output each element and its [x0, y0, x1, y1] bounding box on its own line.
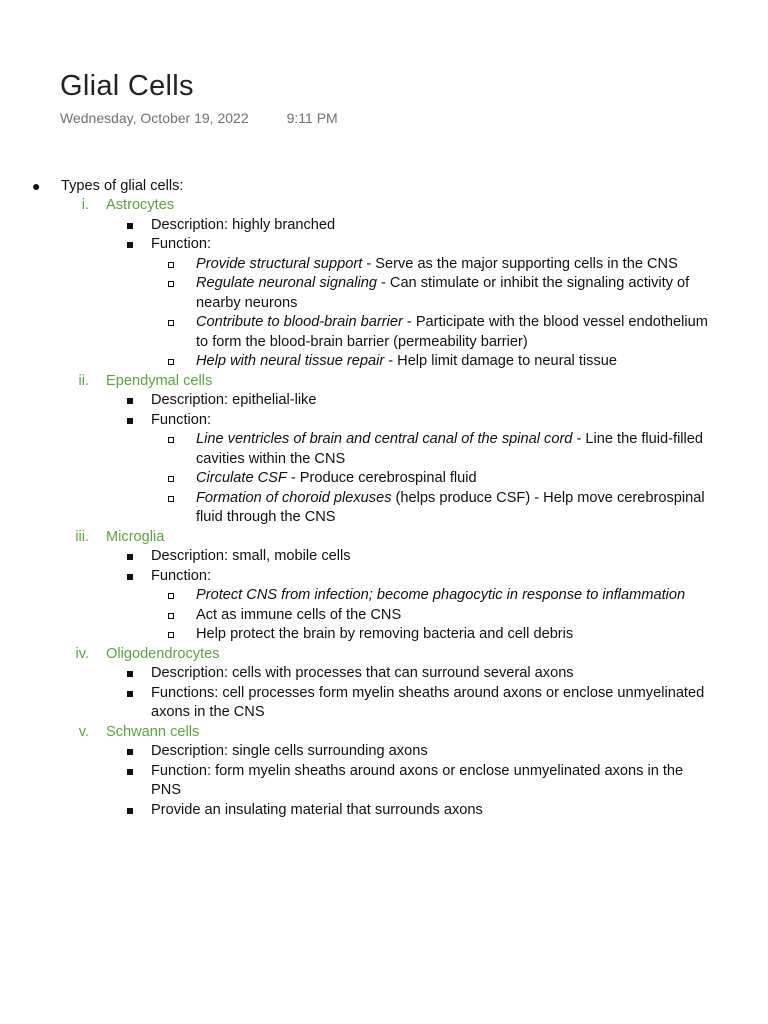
function-term: Provide structural support	[196, 255, 363, 272]
function-item	[0, 430, 716, 469]
hollow-square-bullet-icon	[168, 281, 174, 287]
function-item	[0, 489, 716, 528]
list-item-text: Function: form myelin sheaths around axons or enclose unmyelinated axons in the PNS	[151, 762, 684, 798]
function-description: - Serve as the major supporting cells in the CNS	[362, 255, 678, 272]
function-item	[0, 352, 716, 372]
note-body[interactable]	[0, 176, 768, 820]
function-item	[0, 606, 716, 626]
section-heading	[0, 528, 768, 548]
section-number: iv.	[75, 645, 89, 662]
page-title: Glial Cells	[60, 70, 194, 102]
function-item	[0, 469, 716, 489]
list-item	[0, 762, 711, 801]
square-bullet-icon	[127, 749, 133, 755]
list-heading-text: Types of glial cells:	[61, 178, 184, 194]
hollow-square-bullet-icon	[168, 593, 174, 599]
function-item	[0, 313, 716, 352]
hollow-square-bullet-icon	[168, 320, 174, 326]
list-item-text: Description: cells with processes that can surround several axons	[151, 665, 574, 681]
section-heading	[0, 372, 768, 392]
list-item-text: Description: small, mobile cells	[151, 548, 351, 564]
section-name: Ependymal cells	[106, 372, 213, 389]
section-number: i.	[81, 197, 89, 213]
hollow-square-bullet-icon	[168, 262, 174, 268]
section-list	[0, 196, 768, 820]
function-description: - Line the fluid-filled cavities within the CNS	[196, 431, 704, 467]
hollow-square-bullet-icon	[168, 359, 174, 365]
list-item	[0, 742, 711, 762]
hollow-square-bullet-icon	[168, 496, 174, 502]
note-time: 9:11 PM	[286, 110, 338, 126]
list-item	[0, 664, 711, 684]
list-item-text: Description: highly branched	[151, 216, 336, 233]
function-item	[0, 586, 716, 606]
list-item	[0, 391, 711, 411]
hollow-square-bullet-icon	[168, 437, 174, 443]
function-term: Circulate CSF	[196, 470, 287, 486]
function-item	[0, 274, 716, 313]
section-name: Microglia	[106, 528, 165, 545]
section-name: Schwann cells	[106, 723, 200, 740]
function-term: Line ventricles of brain and central canal of the spinal cord	[196, 431, 573, 447]
hollow-square-bullet-icon	[168, 476, 174, 482]
hollow-square-bullet-icon	[168, 613, 174, 619]
list-item-text: Description: single cells surrounding axons	[151, 743, 428, 759]
function-description: (helps produce CSF) - Help move cerebrospinal fluid through the CNS	[196, 489, 705, 525]
function-description: Help protect the brain by removing bacteria and cell debris	[196, 626, 574, 642]
section-number: v.	[78, 723, 89, 740]
square-bullet-icon	[127, 671, 133, 677]
square-bullet-icon	[127, 398, 133, 404]
function-description: - Can stimulate or inhibit the signaling activity of nearby neurons	[196, 275, 690, 311]
section-number: iii.	[75, 528, 89, 545]
section-name: Oligodendrocytes	[106, 645, 220, 662]
list-item-text: Provide an insulating material that surrounds axons	[151, 801, 483, 818]
list-item	[0, 411, 711, 431]
function-item	[0, 255, 716, 275]
function-term: Formation of choroid plexuses	[196, 489, 392, 506]
list-item	[0, 547, 711, 567]
square-bullet-icon	[127, 691, 133, 697]
list-item	[0, 567, 711, 587]
list-item	[0, 216, 711, 236]
section-name: Astrocytes	[106, 197, 175, 213]
list-item-text: Function:	[151, 567, 212, 584]
function-term: Help with neural tissue repair	[196, 353, 385, 369]
note-timestamp	[60, 110, 338, 126]
square-bullet-icon	[127, 574, 133, 580]
function-term: Contribute to blood-brain barrier	[196, 314, 403, 330]
section-heading	[0, 196, 768, 216]
function-item	[0, 625, 716, 645]
section-heading	[0, 645, 768, 665]
square-bullet-icon	[127, 418, 133, 424]
hollow-square-bullet-icon	[168, 632, 174, 638]
list-item-text: Functions: cell processes form myelin sheaths around axons or enclose unmyelinated axons in the CNS	[151, 684, 705, 720]
function-description: - Help limit damage to neural tissue	[384, 353, 617, 369]
bullet-icon: ●	[32, 178, 41, 194]
list-item-text: Function:	[151, 411, 212, 428]
list-item-text: Description: epithelial-like	[151, 392, 317, 408]
list-item	[0, 235, 711, 255]
function-description: - Produce cerebrospinal fluid	[286, 470, 477, 486]
list-item-text: Function:	[151, 236, 212, 252]
square-bullet-icon	[127, 808, 133, 814]
function-description: Act as immune cells of the CNS	[196, 606, 402, 623]
square-bullet-icon	[127, 554, 133, 560]
section-number: ii.	[78, 372, 89, 389]
function-term: Regulate neuronal signaling	[196, 275, 377, 291]
square-bullet-icon	[127, 242, 133, 248]
note-date: Wednesday, October 19, 2022	[60, 110, 249, 126]
section-heading	[0, 723, 768, 743]
list-heading	[0, 176, 768, 196]
function-description: - Participate with the blood vessel endothelium to form the blood-brain barrier (permeability barrier)	[196, 314, 708, 350]
function-term: Protect CNS from infection; become phagocytic in response to inflammation	[196, 587, 686, 603]
list-item	[0, 801, 711, 821]
square-bullet-icon	[127, 769, 133, 775]
square-bullet-icon	[127, 223, 133, 229]
list-item	[0, 684, 711, 723]
